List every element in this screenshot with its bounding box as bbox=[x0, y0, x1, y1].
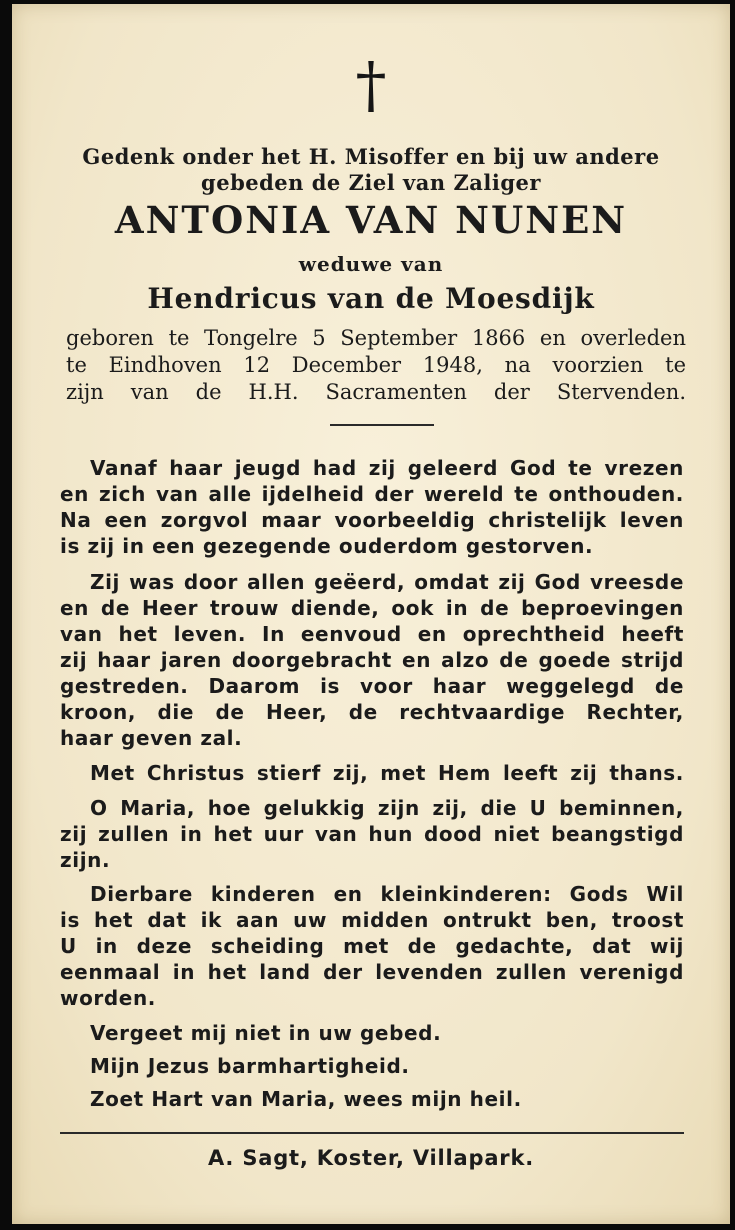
memorial-card bbox=[12, 4, 730, 1224]
birth-death-line-1: geboren te Tongelre 5 September 1866 en overleden bbox=[66, 326, 686, 350]
paragraph2-line: zij haar jaren doorgebracht en alzo de goede strijd bbox=[60, 648, 684, 672]
cross-icon: † bbox=[355, 48, 387, 121]
prayer-line: Mijn Jezus barmhartigheid. bbox=[90, 1054, 410, 1078]
paragraph1-line: Na een zorgvol maar voorbeeldig christelijk leven bbox=[60, 508, 684, 532]
paragraph2-line: Zij was door allen geëerd, omdat zij God vreesde bbox=[90, 570, 684, 594]
prayer-line: Vergeet mij niet in uw gebed. bbox=[90, 1021, 442, 1045]
paragraph4-line: zij zullen in het uur van hun dood niet beangstigd bbox=[60, 822, 684, 846]
paragraph1-line: en zich van alle ijdelheid der wereld te onthouden. bbox=[60, 482, 684, 506]
birth-death-line-3: zijn van de H.H. Sacramenten der Stervenden. bbox=[66, 380, 686, 404]
printer-credit: A. Sagt, Koster, Villapark. bbox=[207, 1146, 534, 1170]
paragraph5-line: is het dat ik aan uw midden ontrukt ben, troost bbox=[60, 908, 684, 932]
paragraph5-line: eenmaal in het land der levenden zullen verenigd bbox=[60, 960, 684, 984]
paragraph5-line: worden. bbox=[60, 986, 156, 1010]
paragraph2-line: van het leven. In eenvoud en oprechtheid heeft bbox=[60, 622, 684, 646]
paragraph1-line: Vanaf haar jeugd had zij geleerd God te vrezen bbox=[90, 456, 684, 480]
deceased-name: ANTONIA VAN NUNEN bbox=[114, 198, 628, 242]
prayer-line: Zoet Hart van Maria, wees mijn heil. bbox=[90, 1087, 522, 1111]
paragraph2-line: en de Heer trouw diende, ook in de beproevingen bbox=[60, 596, 684, 620]
paragraph5-line: U in deze scheiding met de gedachte, dat wij bbox=[60, 934, 684, 958]
paragraph4-line: zijn. bbox=[60, 848, 111, 872]
divider-short bbox=[330, 424, 434, 426]
birth-death-line-2: te Eindhoven 12 December 1948, na voorzien te bbox=[66, 353, 686, 377]
paragraph2-line: gestreden. Daarom is voor haar weggelegd de bbox=[60, 674, 684, 698]
paragraph5-line: Dierbare kinderen en kleinkinderen: Gods Wil bbox=[90, 882, 684, 906]
relation-text: weduwe van bbox=[298, 252, 444, 276]
divider-long bbox=[60, 1132, 684, 1134]
paragraph4-line: O Maria, hoe gelukkig zijn zij, die U beminnen, bbox=[90, 796, 684, 820]
paragraph2-line: haar geven zal. bbox=[60, 726, 243, 750]
paragraph2-line: kroon, die de Heer, de rechtvaardige Rechter, bbox=[60, 700, 684, 724]
husband-name: Hendricus van de Moesdijk bbox=[147, 282, 595, 315]
paragraph1-line: is zij in een gezegende ouderdom gestorven. bbox=[60, 534, 594, 558]
intro-line-2: gebeden de Ziel van Zaliger bbox=[201, 170, 541, 195]
paragraph3-line: Met Christus stierf zij, met Hem leeft zij thans. bbox=[90, 761, 684, 785]
intro-line-1: Gedenk onder het H. Misoffer en bij uw andere bbox=[82, 144, 660, 169]
